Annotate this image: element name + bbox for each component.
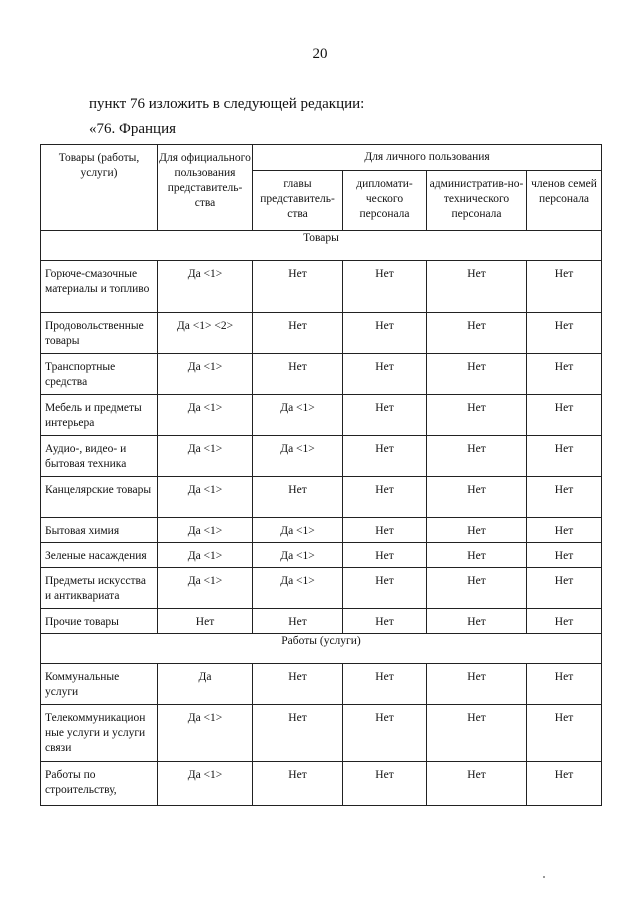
table-row [41, 261, 602, 313]
cell-value: Нет [427, 543, 527, 568]
table-row [41, 518, 602, 543]
table-row [41, 477, 602, 518]
cell-value: Да <1> [253, 568, 343, 609]
section-row [41, 634, 602, 664]
scan-speck [543, 876, 545, 878]
row-label: Канцелярские товары [41, 477, 158, 518]
table-row [41, 609, 602, 634]
table-row [41, 395, 602, 436]
cell-value: Нет [343, 518, 427, 543]
cell-value: Да <1> [158, 762, 253, 806]
cell-value: Нет [253, 261, 343, 313]
cell-value: Да [158, 664, 253, 705]
cell-value: Нет [527, 762, 602, 806]
row-label: Бытовая химия [41, 518, 158, 543]
cell-value: Нет [427, 705, 527, 762]
cell-value: Да <1> <2> [158, 313, 253, 354]
section-title: Работы (услуги) [41, 634, 602, 664]
table-body [41, 231, 602, 806]
section-row [41, 231, 602, 261]
cell-value: Нет [527, 518, 602, 543]
cell-value: Нет [253, 354, 343, 395]
cell-value: Нет [527, 261, 602, 313]
cell-value: Нет [343, 543, 427, 568]
row-label: Транспортные средства [41, 354, 158, 395]
cell-value: Нет [527, 313, 602, 354]
cell-value: Нет [343, 568, 427, 609]
cell-value: Нет [427, 477, 527, 518]
cell-value: Да <1> [158, 705, 253, 762]
header-family-members: членов семей персонала [527, 171, 602, 231]
intro-text: пункт 76 изложить в следующей редакции: [89, 96, 365, 112]
cell-value: Нет [527, 705, 602, 762]
cell-value: Нет [343, 762, 427, 806]
page-number: 20 [312, 46, 328, 62]
table-row [41, 568, 602, 609]
cell-value: Нет [427, 313, 527, 354]
row-label: Прочие товары [41, 609, 158, 634]
cell-value: Нет [158, 609, 253, 634]
table-row [41, 762, 602, 806]
cell-value: Нет [427, 762, 527, 806]
cell-value: Нет [527, 395, 602, 436]
row-label: Мебель и предметы интерьера [41, 395, 158, 436]
cell-value: Нет [527, 568, 602, 609]
cell-value: Нет [343, 436, 427, 477]
header-personal: Для личного пользования [253, 145, 602, 171]
cell-value: Да <1> [253, 395, 343, 436]
cell-value: Да <1> [158, 261, 253, 313]
cell-value: Нет [427, 436, 527, 477]
row-label: Коммунальные услуги [41, 664, 158, 705]
regime-table [40, 144, 602, 806]
cell-value: Да <1> [158, 518, 253, 543]
row-label: Горюче-смазочные материалы и топливо [41, 261, 158, 313]
cell-value: Нет [427, 568, 527, 609]
row-label: Работы по строительству, [41, 762, 158, 806]
header-head-of-mission: главы представитель-ства [253, 171, 343, 231]
cell-value: Нет [343, 261, 427, 313]
cell-value: Нет [343, 664, 427, 705]
cell-value: Нет [343, 395, 427, 436]
cell-value: Да <1> [253, 436, 343, 477]
cell-value: Да <1> [158, 477, 253, 518]
cell-value: Нет [343, 705, 427, 762]
cell-value: Нет [253, 477, 343, 518]
cell-value: Нет [427, 664, 527, 705]
cell-value: Нет [427, 261, 527, 313]
cell-value: Да <1> [158, 543, 253, 568]
cell-value: Нет [527, 477, 602, 518]
row-label: Предметы искусства и антиквариата [41, 568, 158, 609]
cell-value: Нет [253, 762, 343, 806]
row-label: Зеленые насаждения [41, 543, 158, 568]
row-label: Телекоммуникацион ные услуги и услуги связи [41, 705, 158, 762]
table-row [41, 354, 602, 395]
cell-value: Нет [253, 609, 343, 634]
header-goods: Товары (работы, услуги) [41, 145, 158, 231]
cell-value: Нет [343, 477, 427, 518]
cell-value: Нет [427, 395, 527, 436]
cell-value: Нет [527, 543, 602, 568]
cell-value: Да <1> [158, 436, 253, 477]
table-row [41, 664, 602, 705]
cell-value: Нет [527, 436, 602, 477]
cell-value: Нет [527, 609, 602, 634]
cell-value: Нет [427, 354, 527, 395]
row-label: Продовольственные товары [41, 313, 158, 354]
cell-value: Да <1> [158, 395, 253, 436]
row-label: Аудио-, видео- и бытовая техника [41, 436, 158, 477]
cell-value: Нет [253, 664, 343, 705]
header-official: Для официального пользования представитель-ства [158, 145, 253, 231]
cell-value: Нет [253, 313, 343, 354]
cell-value: Нет [253, 705, 343, 762]
cell-value: Нет [343, 609, 427, 634]
table-row [41, 436, 602, 477]
header-admin-staff: административ-но-технического персонала [427, 171, 527, 231]
cell-value: Да <1> [158, 354, 253, 395]
cell-value: Да <1> [253, 518, 343, 543]
cell-value: Нет [427, 609, 527, 634]
cell-value: Нет [527, 354, 602, 395]
table-row [41, 705, 602, 762]
table-row [41, 543, 602, 568]
cell-value: Нет [343, 354, 427, 395]
section-title: Товары [41, 231, 602, 261]
cell-value: Нет [527, 664, 602, 705]
section-heading: «76. Франция [89, 121, 176, 137]
cell-value: Да <1> [158, 568, 253, 609]
cell-value: Нет [343, 313, 427, 354]
header-diplomatic-staff: дипломати-ческого персонала [343, 171, 427, 231]
table-row [41, 313, 602, 354]
cell-value: Нет [427, 518, 527, 543]
cell-value: Да <1> [253, 543, 343, 568]
